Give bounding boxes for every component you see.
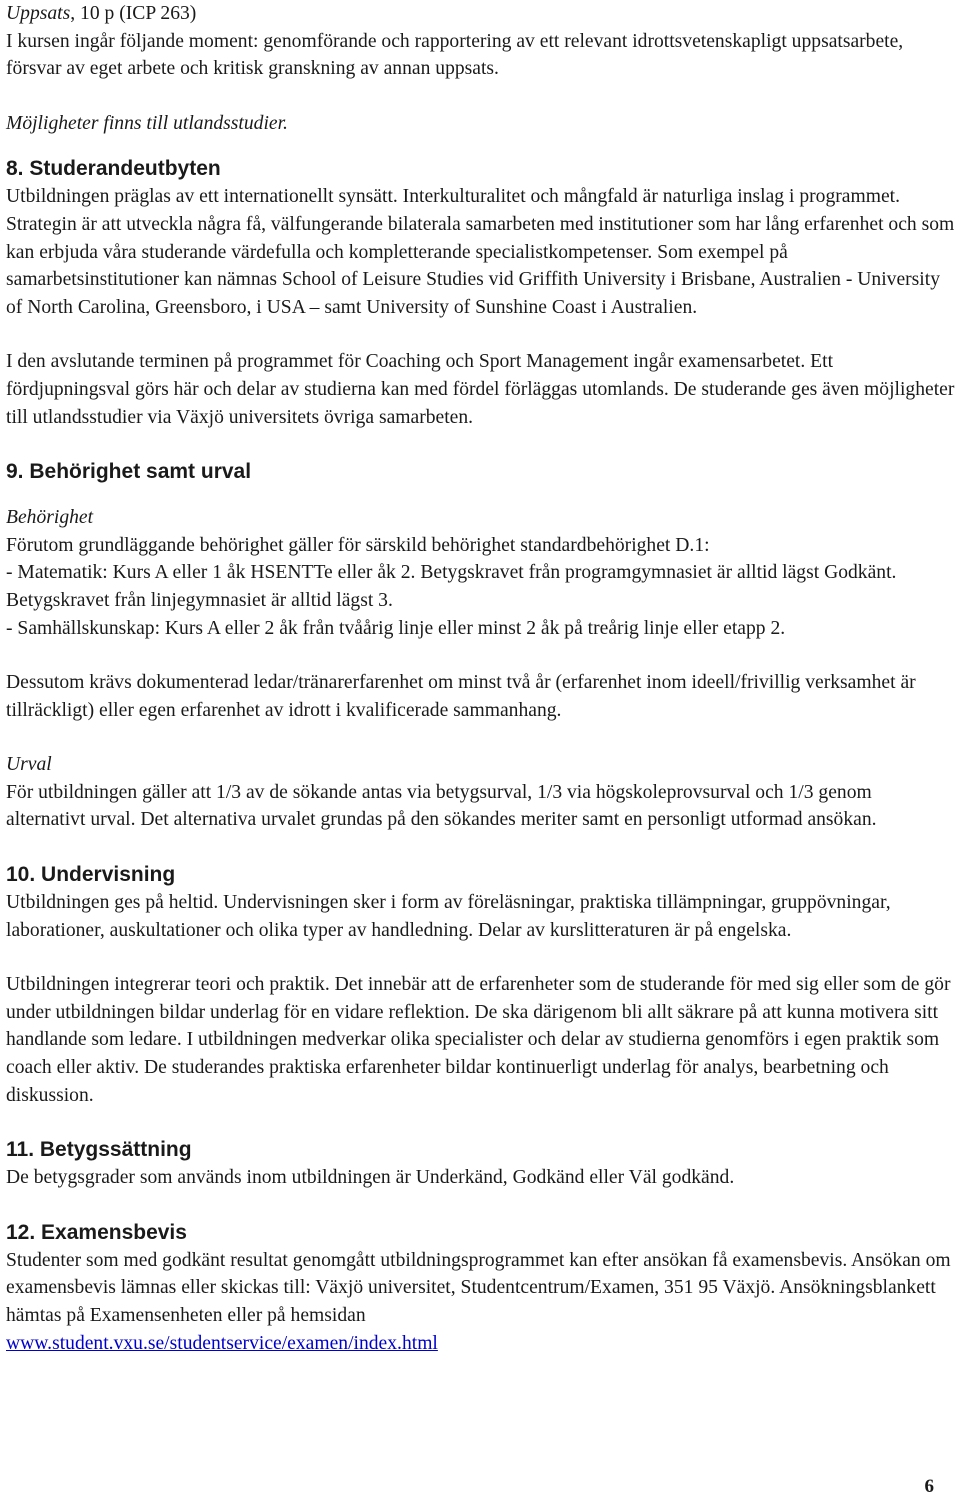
- section-8-paragraph-2: I den avslutande terminen på programmet för Coaching och Sport Management ingår examensarbetet. Ett fördjupningsval görs här och delar av studierna kan med fördel förläggas utomlands. De studerande ges även möjligheter till utlandsstudier via Växjö universitets övriga samarbeten.: [6, 351, 955, 428]
- heading-section-10: 10. Undervisning: [6, 863, 176, 887]
- page-number: 6: [924, 1476, 934, 1497]
- course-title-line: [6, 0, 956, 28]
- section-10-paragraph-2: Utbildningen integrerar teori och praktik. Det innebär att de erfarenheter som de studerande för med sig eller som de gör under utbildningen bildar underlag för en vidare reflektion. De ska därigenom bli allt säkrare på att kunna motivera sitt handlande som ledare. I utbildningen medverkar olika specialister och delar av studierna genomförs i egen praktik som coach eller aktiv. De studerandes praktiska erfarenheter bildar kontinuerligt underlag för analys, bearbetning och diskussion.: [6, 974, 951, 1106]
- course-code: , 10 p (ICP 263): [70, 3, 197, 24]
- heading-section-12: 12. Examensbevis: [6, 1220, 187, 1244]
- heading-section-11: 11. Betygssättning: [6, 1138, 192, 1162]
- course-description: I kursen ingår följande moment: genomförande och rapportering av ett relevant idrottsvetenskapligt uppsatsarbete, försvar av eget arbete och kritisk granskning av annan uppsats.: [6, 30, 904, 80]
- document-page: [6, 0, 956, 1357]
- course-name: Uppsats: [6, 3, 71, 24]
- heading-section-8: 8. Studerandeutbyten: [6, 157, 221, 181]
- heading-section-9: 9. Behörighet samt urval: [6, 460, 252, 484]
- section-9-paragraph-selection: För utbildningen gäller att 1/3 av de sökande antas via betygsurval, 1/3 via högskoleprovsurval och 1/3 genom alternativt urval. Det alternativa urvalet grundas på den sökandes meriter samt en personligt utformad ansökan.: [6, 781, 877, 831]
- section-10-paragraph-1: Utbildningen ges på heltid. Undervisningen sker i form av föreläsningar, praktiska tillämpningar, gruppövningar, laborationer, auskultationer och olika typer av handledning. Delar av kurslitteraturen är på engelska.: [6, 892, 891, 941]
- subheading-urval: Urval: [6, 754, 52, 776]
- subheading-behorighet: Behörighet: [6, 507, 94, 529]
- abroad-note: Möjligheter finns till utlandsstudier.: [6, 112, 288, 134]
- section-9-requirement-social: - Samhällskunskap: Kurs A eller 2 åk från tvåårig linje eller minst 2 åk på treårig linje eller etapp 2.: [6, 617, 786, 639]
- section-8-paragraph-1: Utbildningen präglas av ett internationellt synsätt. Interkulturalitet och mångfald är naturliga inslag i programmet. Strategin är att utveckla några få, välfungerande bilaterala samarbeten med institutioner som har lång erfarenhet och som kan erbjuda våra studerande värdefulla och kompletterande specialistkompetenser. Som exempel på samarbetsinstitutioner kan nämnas School of Leisure Studies vid Griffith University i Brisbane, Australien - University of North Carolina, Greensboro, i USA – samt University of Sunshine Coast i Australien.: [6, 186, 955, 318]
- section-9-requirements-intro: Förutom grundläggande behörighet gäller för särskild behörighet standardbehörighet D.1:: [6, 534, 710, 556]
- section-12-paragraph-1: Studenter som med godkänt resultat genomgått utbildningsprogrammet kan efter ansökan få examensbevis. Ansökan om examensbevis lämnas eller skickas till: Växjö universitet, Studentcentrum/Examen, 351 95 Växjö. Ansökningsblankett hämtas på Examensenheten eller på hemsidan: [6, 1249, 951, 1326]
- section-9-requirement-math: - Matematik: Kurs A eller 1 åk HSENTTe eller åk 2. Betygskravet från programgymnasiet är alltid lägst Godkänt. Betygskravet från linjegymnasiet är alltid lägst 3.: [6, 562, 897, 611]
- examen-link[interactable]: www.student.vxu.se/studentservice/examen/index.html: [6, 1332, 438, 1354]
- section-9-paragraph-experience: Dessutom krävs dokumenterad ledar/tränarerfarenhet om minst två år (erfarenhet inom ideell/frivillig verksamhet är tillräckligt) eller egen erfarenhet av idrott i kvalificerade sammanhang.: [6, 672, 916, 721]
- section-11-paragraph-1: De betygsgrader som används inom utbildningen är Underkänd, Godkänd eller Väl godkänd.: [6, 1167, 735, 1189]
